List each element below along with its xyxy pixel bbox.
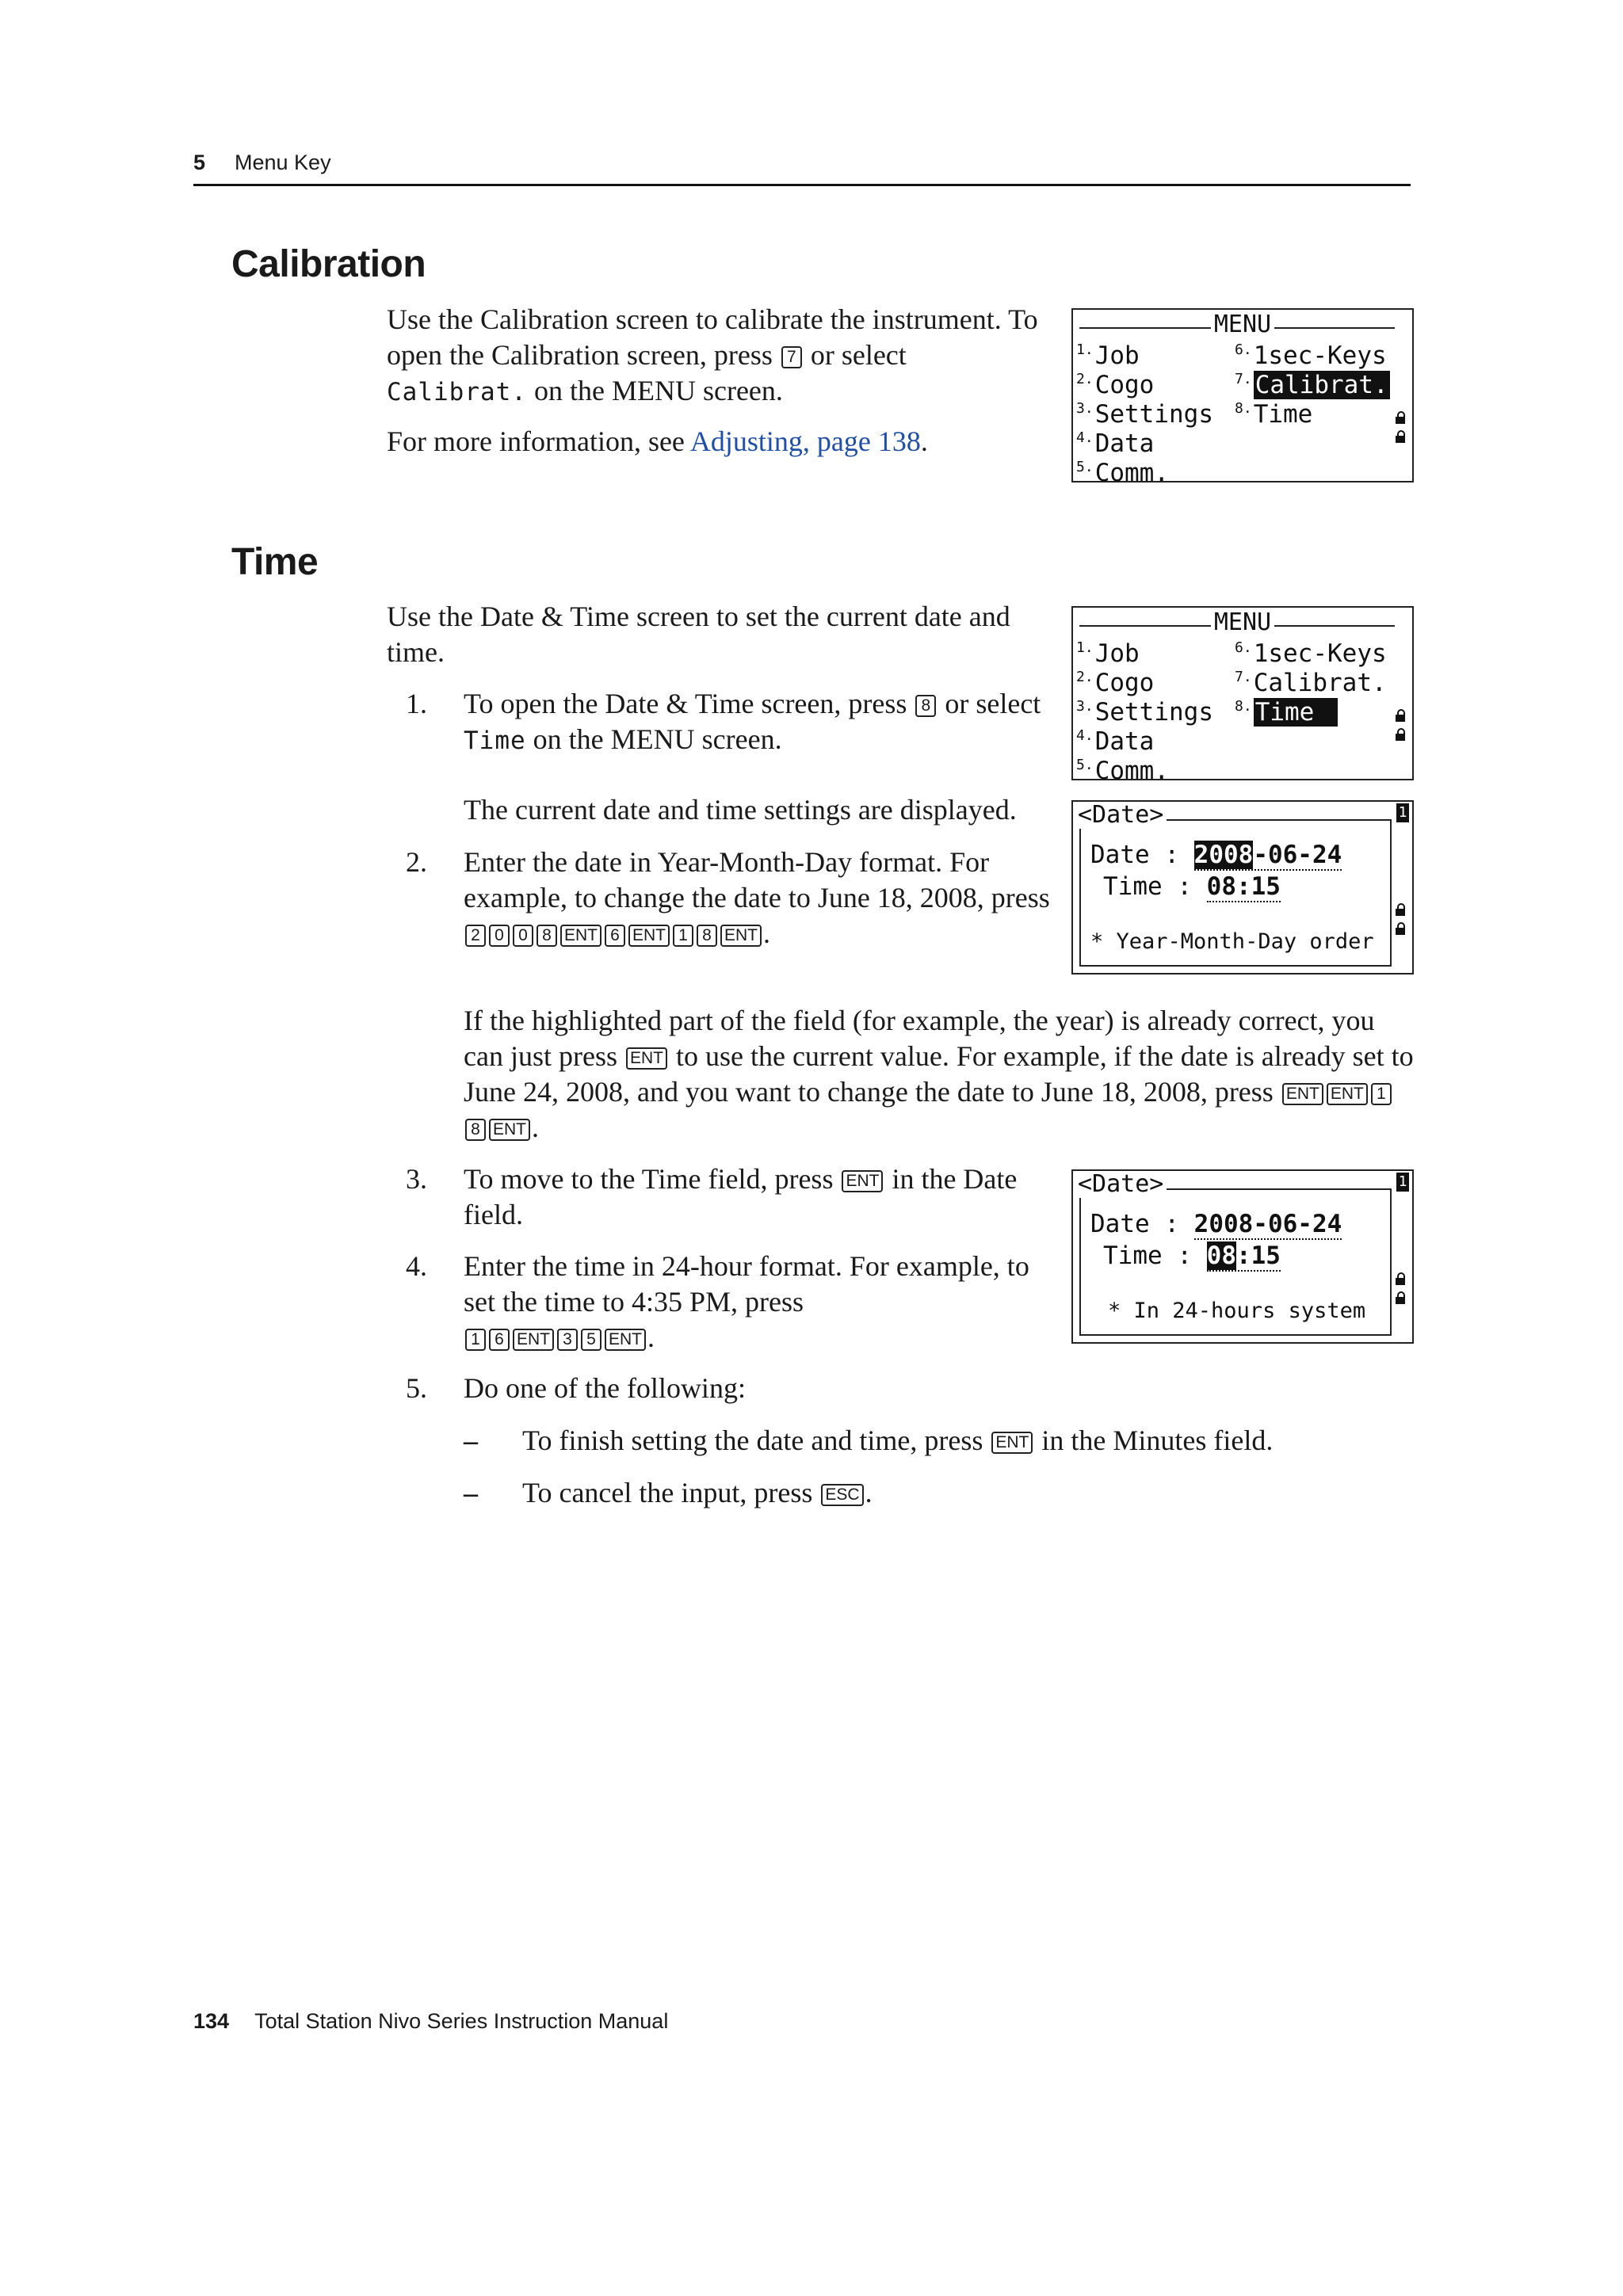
chapter-title: Menu Key — [235, 151, 331, 174]
lock-icon — [1395, 709, 1406, 722]
menu-item-job: $^{1.}$Job — [1076, 341, 1140, 370]
running-header — [193, 149, 1411, 186]
menu-item-settings: $^{3.}$Settings — [1076, 698, 1213, 727]
menu-item-comm: $^{5.}$Comm. — [1076, 459, 1170, 487]
menu-item-comm: $^{5.}$Comm. — [1076, 757, 1170, 785]
lock-icon — [1395, 922, 1406, 935]
menu-item-1sec-keys: $^{6.}$1sec-Keys — [1235, 639, 1387, 668]
lock-icon — [1395, 728, 1406, 741]
date-row: Date : 2008-06-24 — [1090, 1210, 1342, 1238]
manual-title: Total Station Nivo Series Instruction Manual — [254, 2009, 669, 2033]
key-7: 7 — [781, 346, 802, 368]
step-4-keys: 1 6 ENT 3 5 ENT . — [464, 1320, 1050, 1356]
lock-icon — [1395, 1291, 1406, 1304]
date-screen-year — [1071, 800, 1414, 974]
time-row: Time : 08:15 — [1103, 1241, 1281, 1270]
time-hint: * In 24-hours system — [1108, 1299, 1366, 1323]
calibration-paragraph-1: Use the Calibration screen to calibrate the instrument. To open the Calibration screen, press 7 or select Calibrat. on the MENU screen. — [387, 303, 1038, 406]
date-hint: * Year-Month-Day order — [1090, 929, 1374, 954]
menu-item-time: $^{8.}$ Time — [1235, 692, 1338, 727]
menu-item-1sec-keys: $^{6.}$1sec-Keys — [1235, 341, 1387, 370]
page-indicator: 1 — [1396, 803, 1409, 822]
chapter-number: 5 — [193, 151, 206, 174]
menu-item-cogo: $^{2.}$Cogo — [1076, 371, 1155, 399]
menu-title: MENU — [1211, 311, 1274, 338]
lock-icon — [1395, 1272, 1406, 1285]
lock-icon — [1395, 430, 1406, 443]
page-footer — [193, 2009, 668, 2034]
menu-item-cogo: $^{2.}$Cogo — [1076, 669, 1155, 697]
menu-item-job: $^{1.}$Job — [1076, 639, 1140, 668]
date-screen-hour: <Date> 1 Date : 2008-06-24 Time : 08:15 * In 24-hours system — [1071, 1169, 1414, 1344]
time-intro: Use the Date & Time screen to set the current date and time. — [387, 601, 1010, 668]
step-2-keys: 2 0 0 8 ENT 6 ENT 1 8 ENT . — [464, 916, 1050, 952]
step-2-note: If the highlighted part of the field (for example, the year) is already correct, you can just press ENT to use the current value. For example, if the date is already set to June 24, 2008, and you want to change the date to June 18, 2008, press ENT ENT 18 ENT . — [464, 1005, 1414, 1143]
time-heading: Time — [231, 541, 319, 583]
step-1-note: The current date and time settings are displayed. — [464, 794, 1017, 826]
menu-screen-time: MENU $^{1.}$Job $^{2.}$Cogo $^{3.}$Settings $^{4.}$Data $^{5.}$Comm. $^{6.}$1sec-Keys $^{7.}$Calibrat. $^{8.}$ Time — [1071, 606, 1414, 780]
date-row: Date : 2008-06-24 — [1090, 841, 1342, 869]
key-8: 8 — [915, 695, 936, 717]
calibration-heading: Calibration — [231, 243, 426, 285]
adjusting-link[interactable]: Adjusting, page 138 — [689, 425, 921, 457]
menu-item-calibrat: $^{7.}$Calibrat. — [1235, 669, 1387, 697]
menu-code-time: Time — [464, 727, 526, 755]
menu-item-settings: $^{3.}$Settings — [1076, 400, 1213, 429]
page-number: 134 — [193, 2009, 230, 2033]
date-screen-title: <Date> — [1078, 802, 1167, 829]
menu-code-calibrat: Calibrat. — [387, 378, 527, 406]
lock-icon — [1395, 903, 1406, 916]
menu-item-calibrat: $^{7.}$ Calibrat. — [1235, 371, 1388, 399]
menu-item-time: $^{8.}$Time — [1235, 400, 1313, 429]
calibration-paragraph-2: For more information, see Adjusting, page 138. — [387, 425, 928, 457]
page-indicator: 1 — [1396, 1173, 1409, 1192]
menu-item-data: $^{4.}$Data — [1076, 429, 1155, 458]
time-row: Time : 08:15 — [1103, 872, 1281, 901]
menu-screen-calibrat — [1071, 308, 1414, 487]
lock-icon — [1395, 411, 1406, 424]
menu-item-data: $^{4.}$Data — [1076, 727, 1155, 756]
